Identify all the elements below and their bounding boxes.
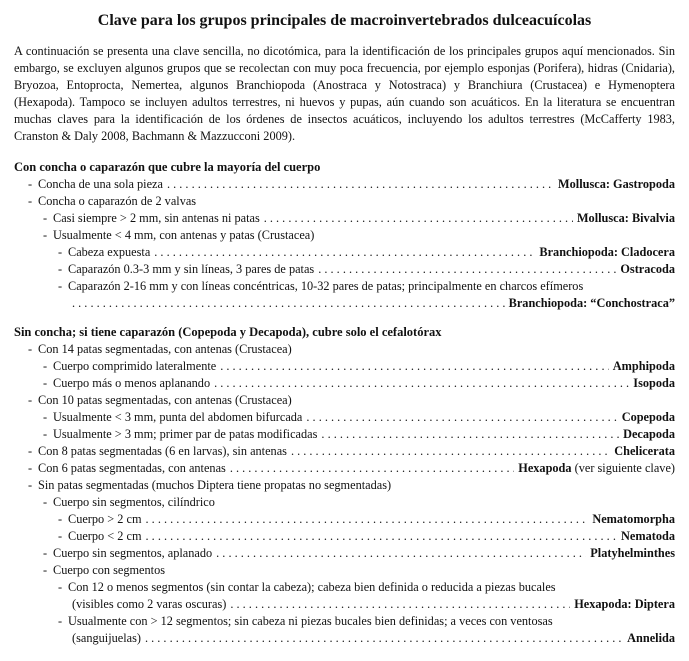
- document-title: Clave para los grupos principales de macroinvertebrados dulceacuícolas: [97, 12, 592, 29]
- entry-text: Con 12 o menos segmentos (sin contar la cabeza); cabeza bien definida o reducida a piezas bucales: [68, 580, 556, 594]
- entry-result-note: (ver siguiente clave): [571, 461, 675, 475]
- entry-result: Nematoda: [621, 529, 675, 543]
- key-entry: [14, 545, 675, 562]
- dash: -: [58, 245, 63, 259]
- dash: -: [43, 563, 48, 577]
- dash: -: [58, 614, 63, 628]
- dash: -: [43, 495, 48, 509]
- entry-result: Copepoda: [621, 410, 675, 424]
- dash: -: [58, 279, 63, 293]
- entry-result: Decapoda: [623, 427, 675, 441]
- entry-result: Amphipoda: [612, 359, 675, 373]
- entry-text: Concha o caparazón de 2 valvas: [38, 194, 197, 208]
- key-entry: [14, 227, 675, 244]
- key-entry: [14, 392, 675, 409]
- key-entry: [14, 409, 675, 426]
- leader-dots: [145, 630, 623, 647]
- key-entry: [14, 358, 675, 375]
- entry-text: Sin patas segmentadas (muchos Diptera tiene propatas no segmentadas): [38, 478, 392, 492]
- entry-text: Usualmente < 4 mm, con antenas y patas (Crustacea): [53, 228, 315, 242]
- dash: -: [43, 376, 48, 390]
- entry-text: Usualmente con > 12 segmentos; sin cabeza ni piezas bucales bien definidas; a veces con ventosas: [68, 614, 553, 628]
- leader-dots: [318, 261, 616, 278]
- entry-result: [518, 460, 675, 477]
- section-heading-shell: Con concha o caparazón que cubre la mayoría del cuerpo: [14, 160, 321, 174]
- entry-text: Cuerpo sin segmentos, cilíndrico: [53, 495, 215, 509]
- leader-dots: [230, 460, 514, 477]
- key-entry: [14, 375, 675, 392]
- entry-text: Cabeza expuesta: [68, 245, 151, 259]
- entry-result: Mollusca: Bivalvia: [576, 211, 675, 225]
- dash: -: [28, 444, 33, 458]
- dash: -: [43, 546, 48, 560]
- entry-text: Con 8 patas segmentadas (6 en larvas), sin antenas: [38, 444, 287, 458]
- entry-result: Branchiopoda: “Conchostraca”: [508, 296, 675, 310]
- entry-result: Isopoda: [633, 376, 675, 390]
- dash: -: [58, 512, 63, 526]
- entry-result: Branchiopoda: Cladocera: [539, 245, 675, 259]
- key-entry: [14, 613, 675, 630]
- key-entry: [14, 528, 675, 545]
- leader-dots: [264, 210, 573, 227]
- dash: -: [43, 410, 48, 424]
- dash: -: [28, 393, 33, 407]
- entry-result: Nematomorpha: [592, 512, 675, 526]
- key-entry: [14, 562, 675, 579]
- entry-result: Annelida: [627, 631, 675, 645]
- leader-dots: [216, 545, 586, 562]
- key-entry: [14, 494, 675, 511]
- entry-result: Ostracoda: [620, 262, 675, 276]
- entry-text: Usualmente > 3 mm; primer par de patas modificadas: [53, 427, 318, 441]
- key-entry: [14, 278, 675, 295]
- dash: -: [43, 228, 48, 242]
- key-entry: [14, 261, 675, 278]
- intro-paragraph: A continuación se presenta una clave sencilla, no dicotómica, para la identificación de los principales grupos aquí mencionados. Sin embargo, se excluyen algunos grupos que se recolectan con muy poca frecuencia, por ejemplo esponjas (Porifera), hidras (Cnidaria), Bryozoa, Entoprocta, Nemertea, algunos Branchiopoda (Anostraca y Notostraca) y Branchiura (Crustacea) e Hymenoptera (Hexapoda). Tampoco se incluyen adultos terrestres, ni huevos y pupas, aún cuando son acuáticos. En la literatura se encuentran muchas claves para la identificación de los órdenes de insectos acuáticos, incluyendo los adultos terrestres (McCafferty 1983, Cranston & Daly 2008, Bachmann & Mazzucconi 2009).: [14, 44, 675, 143]
- leader-dots: [72, 295, 505, 312]
- entry-text: Casi siempre > 2 mm, sin antenas ni patas: [53, 211, 260, 225]
- dash: -: [58, 529, 63, 543]
- key-entry: [14, 579, 675, 596]
- dash: -: [58, 262, 63, 276]
- entry-text: Usualmente < 3 mm, punta del abdomen bifurcada: [53, 410, 303, 424]
- entry-result: Platyhelminthes: [590, 546, 675, 560]
- entry-text: Cuerpo más o menos aplanando: [53, 376, 211, 390]
- entry-text: Cuerpo > 2 cm: [68, 512, 142, 526]
- entry-text: Con 6 patas segmentadas, con antenas: [38, 461, 226, 475]
- leader-dots: [306, 409, 617, 426]
- dash: -: [28, 342, 33, 356]
- key-entry: [14, 511, 675, 528]
- key-entry: [14, 477, 675, 494]
- entry-text: Caparazón 0.3-3 mm y sin líneas, 3 pares de patas: [68, 262, 315, 276]
- dash: -: [43, 211, 48, 225]
- dash: -: [43, 359, 48, 373]
- entry-text: Cuerpo comprimido lateralmente: [53, 359, 217, 373]
- entry-result-name: Hexapoda: [518, 461, 572, 475]
- key-entry-continuation: [14, 596, 675, 613]
- key-entry-continuation: [14, 295, 675, 312]
- entry-text: Con 14 patas segmentadas, con antenas (Crustacea): [38, 342, 292, 356]
- entry-result: Hexapoda: Diptera: [574, 597, 675, 611]
- dash: -: [28, 177, 33, 191]
- entry-text: Cuerpo < 2 cm: [68, 529, 142, 543]
- dash: -: [28, 461, 33, 475]
- entry-text: Cuerpo sin segmentos, aplanado: [53, 546, 213, 560]
- leader-dots: [230, 596, 570, 613]
- leader-dots: [146, 511, 589, 528]
- leader-dots: [146, 528, 618, 545]
- leader-dots: [321, 426, 619, 443]
- entry-result: Chelicerata: [614, 444, 675, 458]
- section-heading-no-shell: Sin concha; si tiene caparazón (Copepoda y Decapoda), cubre solo el cefalotórax: [14, 325, 442, 339]
- key-entry: [14, 426, 675, 443]
- entry-text: Concha de una sola pieza: [38, 177, 163, 191]
- key-entry: [14, 244, 675, 261]
- key-entry: [14, 210, 675, 227]
- key-entry: [14, 193, 675, 210]
- entry-text: (visibles como 2 varas oscuras): [72, 597, 227, 611]
- dash: -: [28, 478, 33, 492]
- key-entry: [14, 460, 675, 477]
- dash: -: [28, 194, 33, 208]
- entry-result: Mollusca: Gastropoda: [558, 177, 675, 191]
- entry-text: (sanguijuelas): [72, 631, 141, 645]
- entry-text: Caparazón 2-16 mm y con líneas concéntricas, 10-32 pares de patas; principalmente en charcos efímeros: [68, 279, 584, 293]
- leader-dots: [167, 176, 554, 193]
- key-entry-continuation: [14, 630, 675, 647]
- entry-text: Cuerpo con segmentos: [53, 563, 166, 577]
- leader-dots: [220, 358, 609, 375]
- key-entry: [14, 341, 675, 358]
- leader-dots: [291, 443, 610, 460]
- leader-dots: [214, 375, 629, 392]
- entry-text: Con 10 patas segmentadas, con antenas (Crustacea): [38, 393, 292, 407]
- dash: -: [58, 580, 63, 594]
- key-entry: [14, 443, 675, 460]
- dash: -: [43, 427, 48, 441]
- leader-dots: [154, 244, 535, 261]
- key-entry: [14, 176, 675, 193]
